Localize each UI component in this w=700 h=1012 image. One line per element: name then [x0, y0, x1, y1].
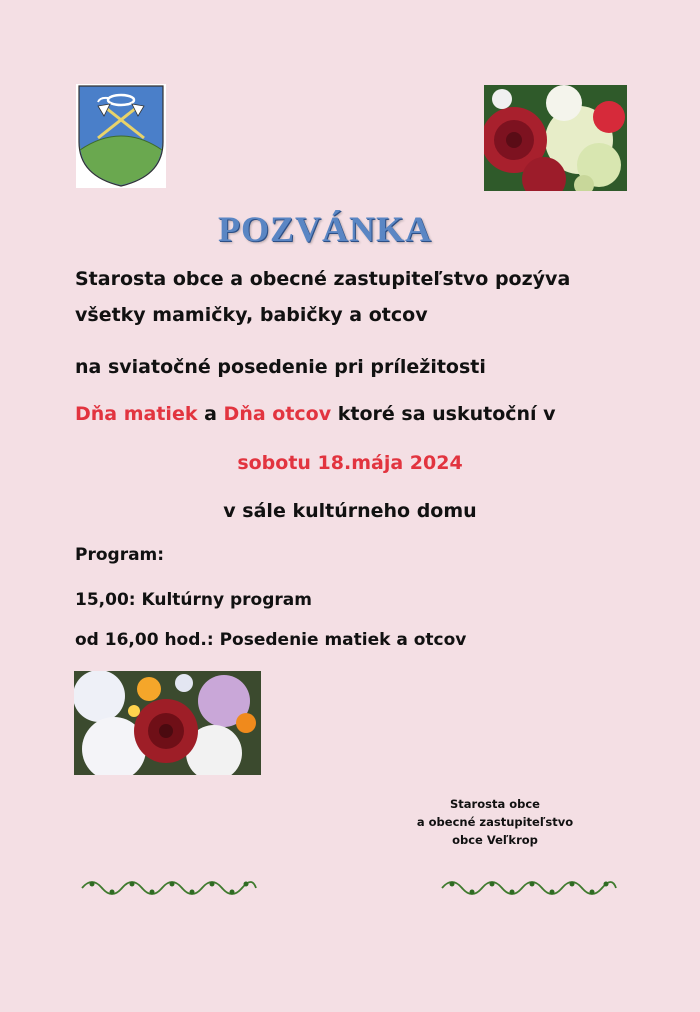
text-line-guests: všetky mamičky, babičky a otcov — [75, 304, 428, 326]
text-line-event — [75, 403, 556, 425]
event-conjunction: a — [197, 403, 224, 425]
signature-line: Starosta obce — [450, 797, 540, 811]
coat-of-arms-icon — [76, 84, 166, 188]
event-continuation: ktoré sa uskutoční v — [331, 403, 556, 425]
event-mothers-day: Dňa matiek — [75, 403, 198, 425]
signature-line: a obecné zastupiteľstvo — [416, 815, 574, 829]
flower-bouquet-photo — [74, 671, 261, 775]
event-fathers-day: Dňa otcov — [223, 403, 332, 425]
floral-ornament-icon — [438, 874, 620, 902]
program-item: 15,00: Kultúrny program — [75, 590, 312, 610]
page-title: POZVÁNKA — [218, 209, 432, 249]
program-item: od 16,00 hod.: Posedenie matiek a otcov — [75, 630, 467, 650]
flower-bouquet-photo — [484, 85, 627, 191]
program-heading: Program: — [75, 545, 165, 565]
text-line-invitation: Starosta obce a obecné zastupiteľstvo pozýva — [75, 268, 571, 290]
text-line-occasion: na sviatočné posedenie pri príležitosti — [75, 356, 486, 378]
event-venue: v sále kultúrneho domu — [223, 500, 477, 522]
floral-ornament-icon — [78, 874, 260, 902]
signature-line: obce Veľkrop — [452, 833, 538, 847]
event-date: sobotu 18.mája 2024 — [237, 452, 463, 474]
